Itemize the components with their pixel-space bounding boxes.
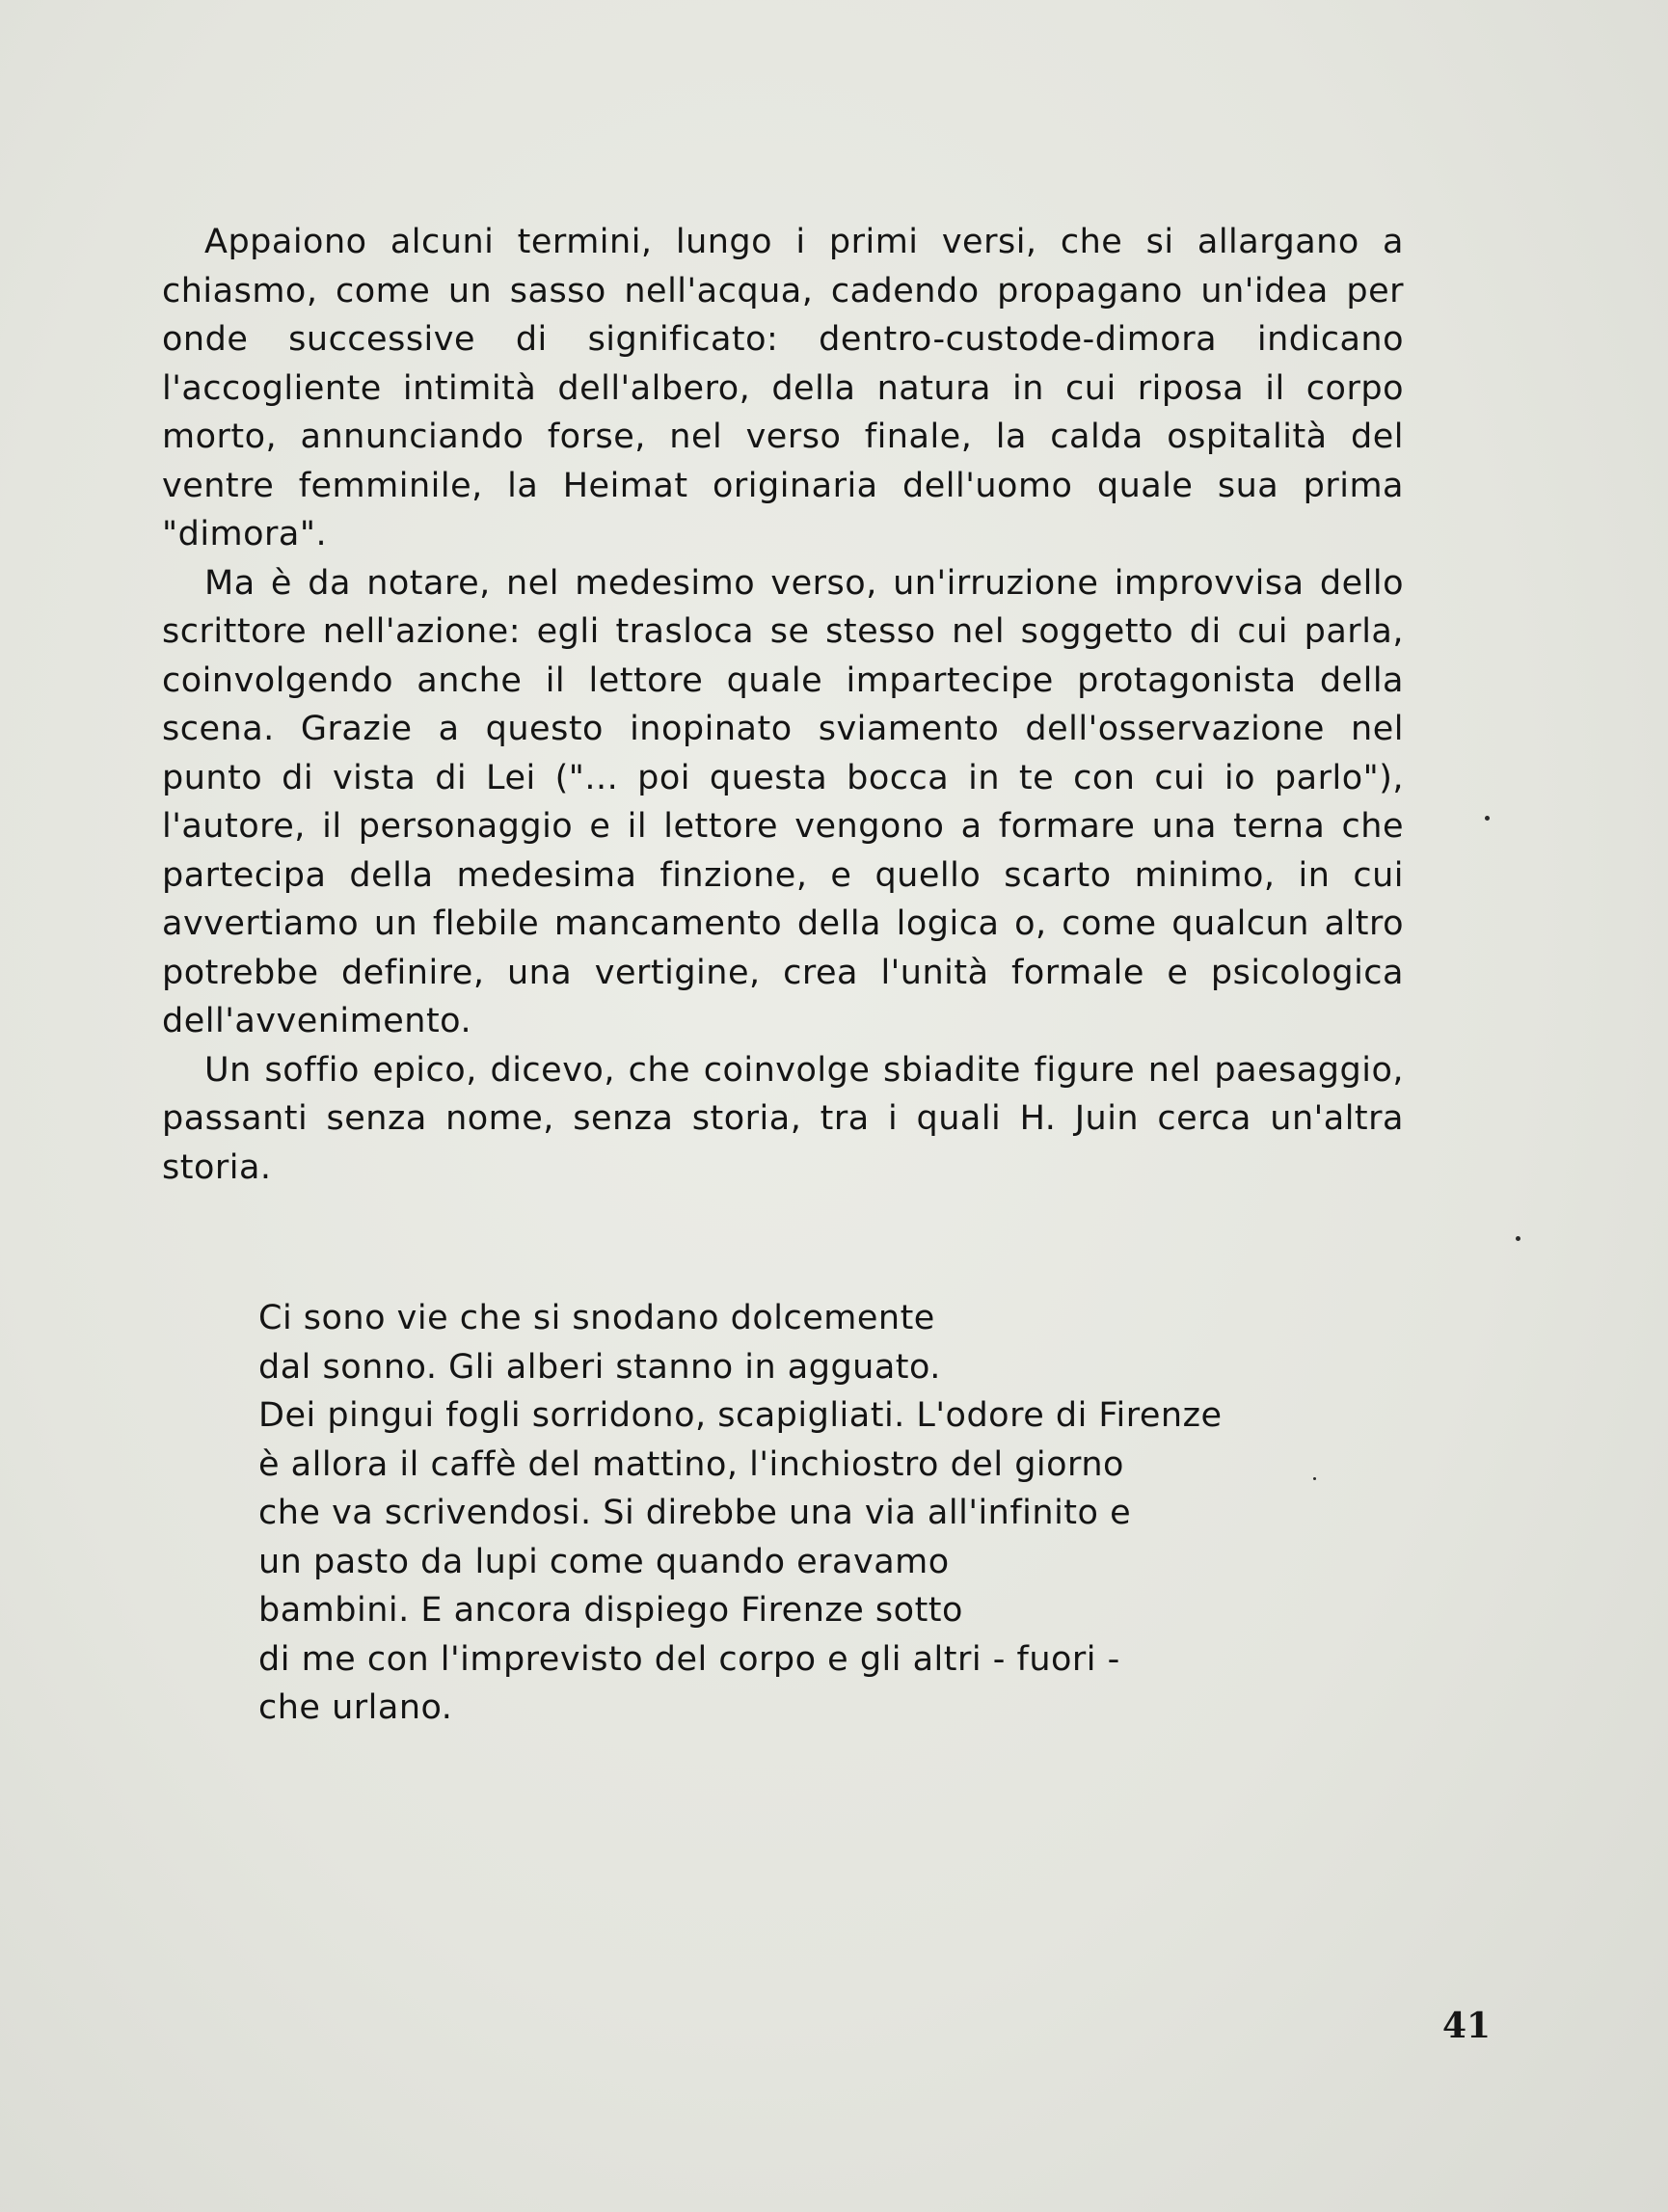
poem-line: Ci sono vie che si snodano dolcemente: [258, 1299, 935, 1337]
poem-quotation: [258, 1294, 1415, 1733]
paragraph: Ma è da notare, nel medesimo verso, un'irruzione improvvisa dello scrittore nell'azione: egli trasloca se stesso nel soggetto di cui parla, coinvolgendo anche il lettore quale impartecipe protagonista della scena. Grazie a questo inopinato sviamento dell'osservazione nel punto di vista di Lei ("... poi questa bocca in te con cui io parlo"), l'autore, il personaggio e il lettore vengono a formare una terna che partecipa della medesima finzione, e quello scarto minimo, in cui avvertiamo un flebile mancamento della logica o, come qualcun altro potrebbe definire, una vertigine, crea l'unità formale e psicologica dell'avvenimento.: [162, 563, 1404, 1040]
poem-line: è allora il caffè del mattino, l'inchiostro del giorno: [258, 1444, 1124, 1484]
poem-line: che urlano.: [258, 1688, 453, 1727]
poem-line: un pasto da lupi come quando eravamo: [258, 1542, 950, 1581]
poem-line: bambini. E ancora dispiego Firenze sotto: [258, 1591, 963, 1630]
poem-line: che va scrivendosi. Si direbbe una via all'infinito e: [258, 1494, 1132, 1532]
poem-line: Dei pingui fogli sorridono, scapigliati. L'odore di Firenze: [258, 1396, 1223, 1435]
body-text: [162, 218, 1404, 1192]
paragraph: Appaiono alcuni termini, lungo i primi versi, che si allargano a chiasmo, come un sasso nell'acqua, cadendo propagano un'idea per onde successive di significato: dentro-custode-dimora indicano l'accogliente intimità dell'albero, della natura in cui riposa il corpo morto, annunciando forse, nel verso finale, la calda ospitalità del ventre femminile, la Heimat originaria dell'uomo quale sua prima "dimora".: [162, 223, 1404, 553]
paper-speck: [1485, 816, 1490, 821]
paragraph: Un soffio epico, dicevo, che coinvolge sbiadite figure nel paesaggio, passanti senza nome, senza storia, tra i quali H. Juin cerca un'altra storia.: [162, 1050, 1404, 1187]
poem-line: di me con l'imprevisto del corpo e gli altri - fuori -: [258, 1639, 1120, 1679]
page-number: 41: [1442, 2006, 1492, 2046]
paper-speck: [1313, 1477, 1316, 1480]
paper-speck: [1516, 1236, 1520, 1241]
poem-line: dal sonno. Gli alberi stanno in agguato.: [258, 1347, 941, 1387]
